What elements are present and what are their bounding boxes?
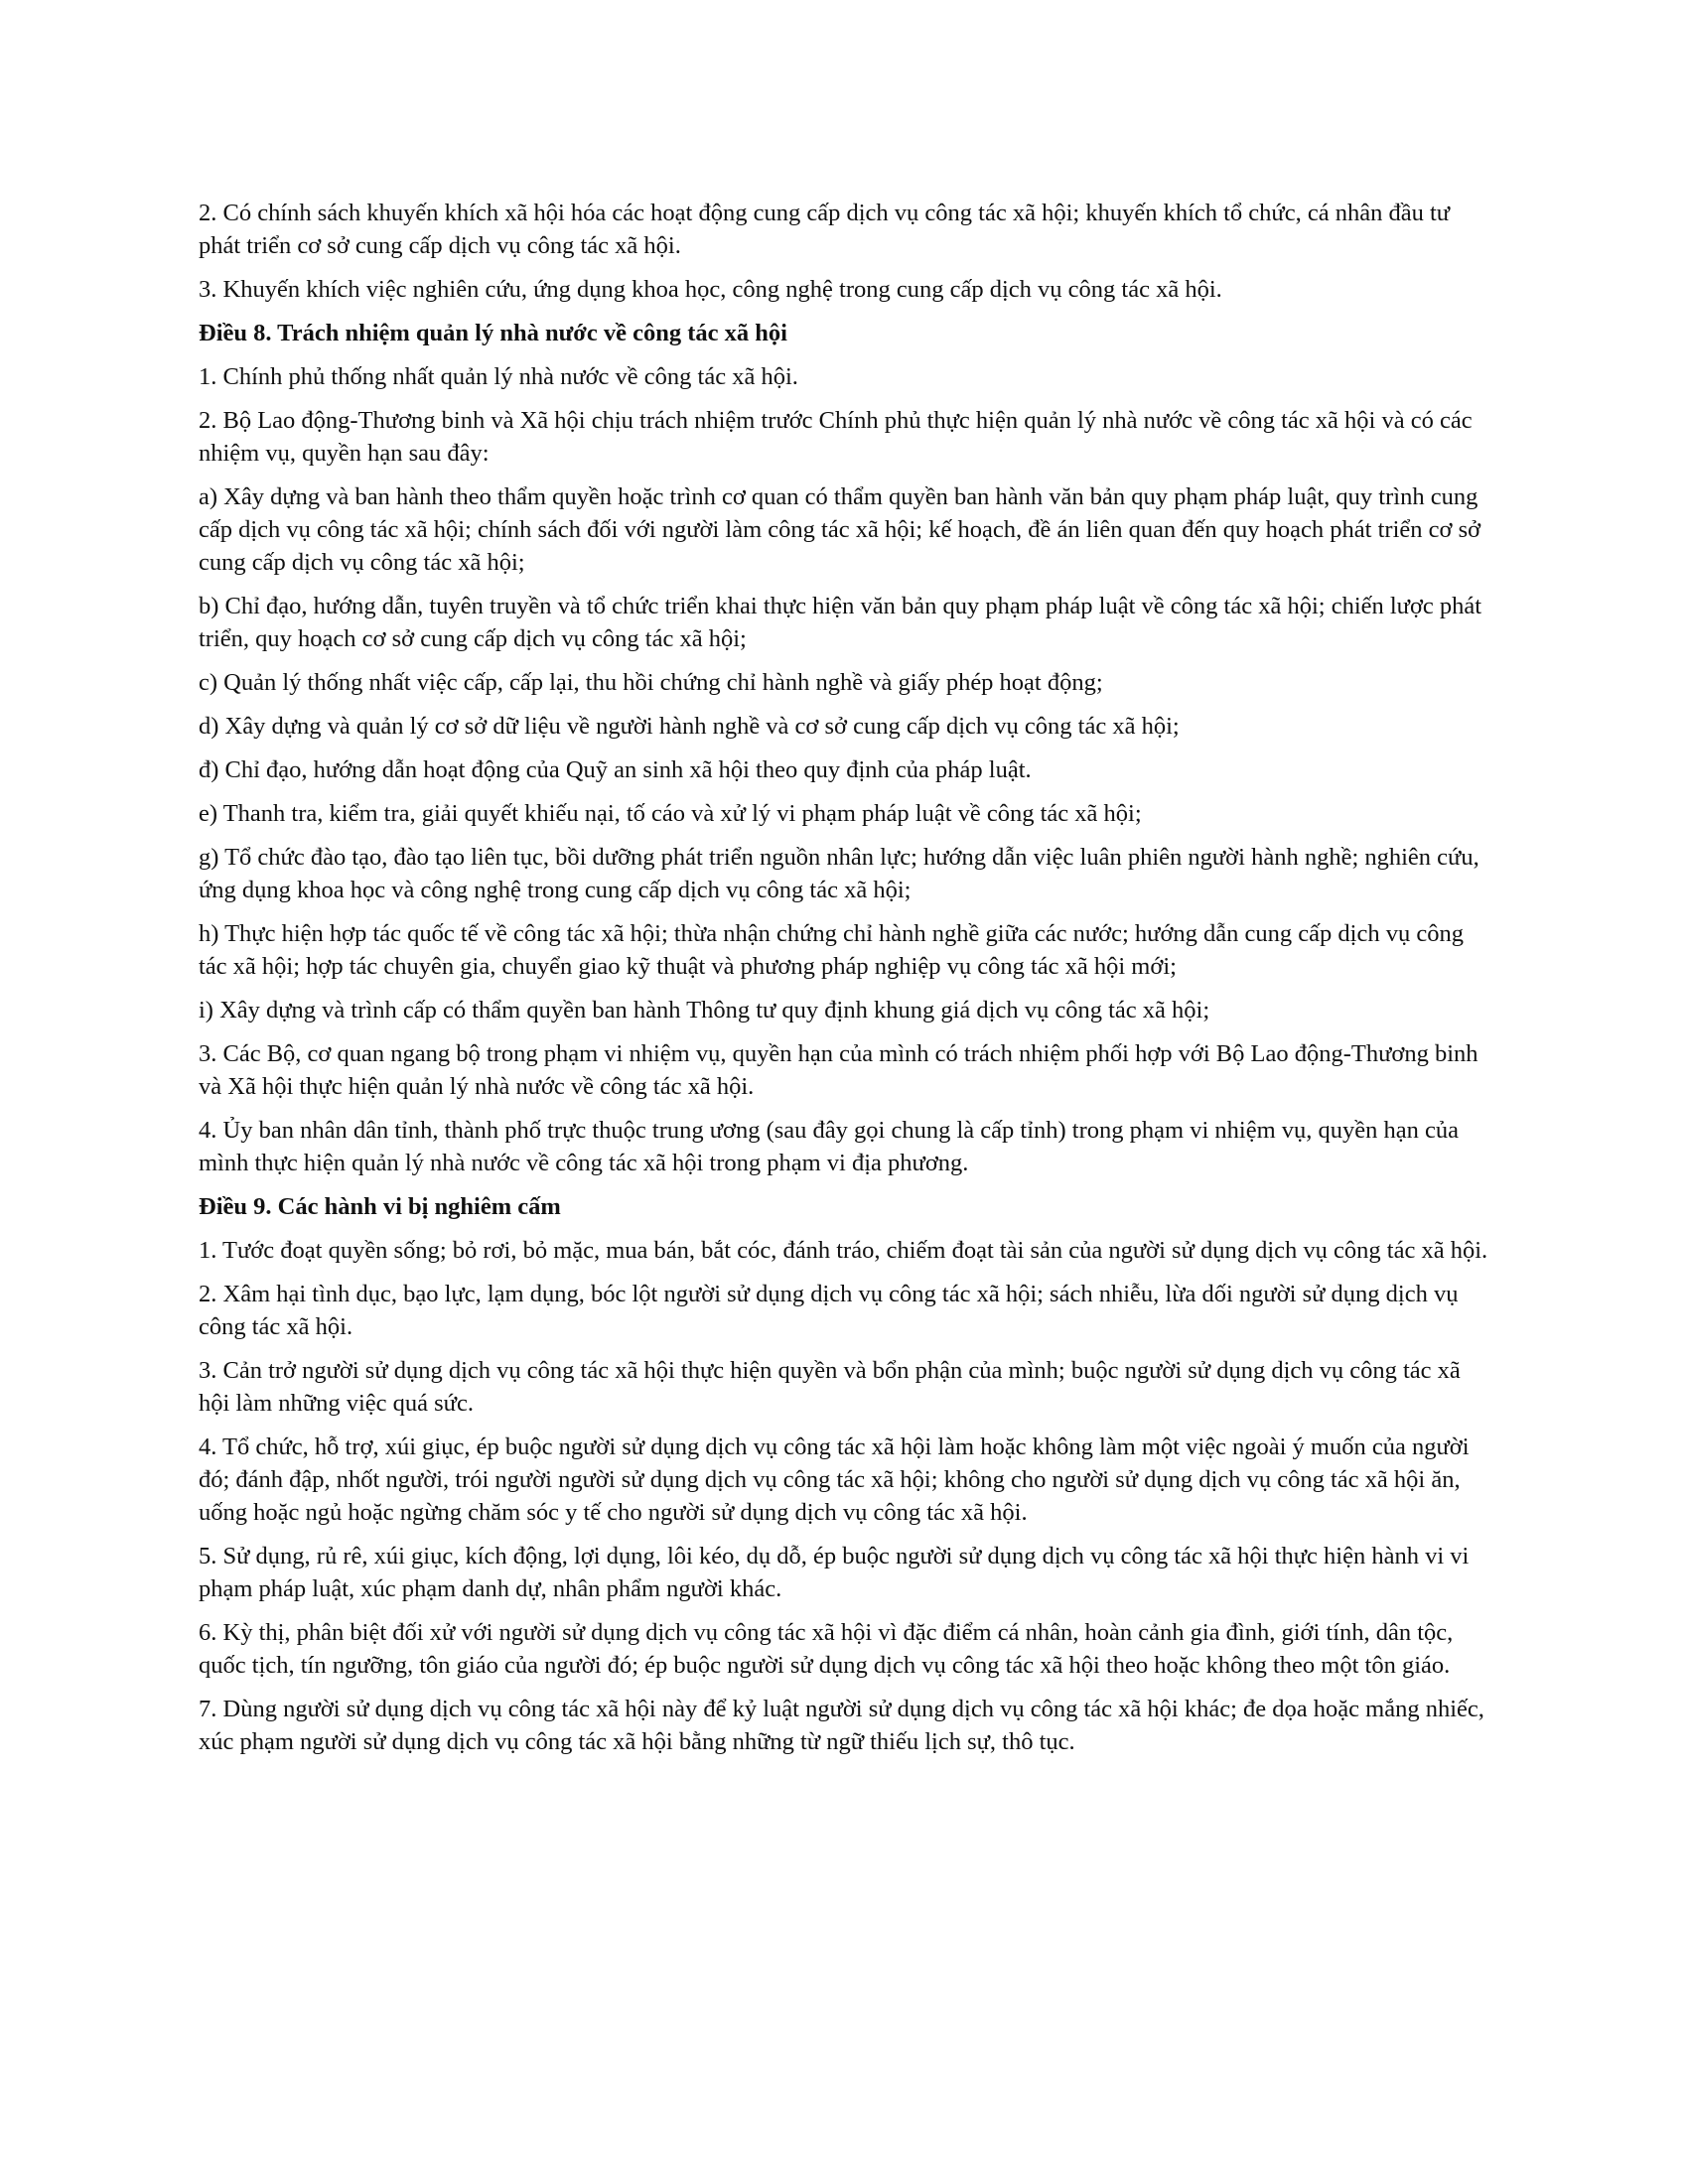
paragraph-a8-point-b: b) Chỉ đạo, hướng dẫn, tuyên truyền và tổ chức triển khai thực hiện văn bản quy phạm pháp luật về công tác xã hội; chiến lược phát triển, quy hoạch cơ sở cung cấp dịch vụ công tác xã hội; — [199, 593, 1482, 652]
paragraph-a8-point-g: g) Tổ chức đào tạo, đào tạo liên tục, bồi dưỡng phát triển nguồn nhân lực; hướng dẫn việc luân phiên người hành nghề; nghiên cứu, ứng dụng khoa học và công nghệ trong cung cấp dịch vụ công tác xã hội; — [199, 844, 1479, 903]
paragraph-a9-clause-5: 5. Sử dụng, rủ rê, xúi giục, kích động, lợi dụng, lôi kéo, dụ dỗ, ép buộc người sử dụng dịch vụ công tác xã hội thực hiện hành vi vi phạm pháp luật, xúc phạm danh dự, nhân phẩm người khác. — [199, 1543, 1470, 1602]
paragraph-a8-point-dd: đ) Chỉ đạo, hướng dẫn hoạt động của Quỹ an sinh xã hội theo quy định của pháp luật. — [199, 756, 1032, 783]
article-9-heading: Điều 9. Các hành vi bị nghiêm cấm — [199, 1193, 561, 1220]
paragraph-a9-clause-6: 6. Kỳ thị, phân biệt đối xử với người sử dụng dịch vụ công tác xã hội vì đặc điểm cá nhân, hoàn cảnh gia đình, giới tính, dân tộc, quốc tịch, tín ngưỡng, tôn giáo của người đó; ép buộc người sử dụng dịch vụ công tác xã hội theo hoặc không theo một tôn giáo. — [199, 1619, 1454, 1679]
paragraph-a9-clause-1: 1. Tước đoạt quyền sống; bỏ rơi, bỏ mặc, mua bán, bắt cóc, đánh tráo, chiếm đoạt tài sản của người sử dụng dịch vụ công tác xã hội. — [199, 1237, 1488, 1264]
paragraph-a8-clause-4: 4. Ủy ban nhân dân tỉnh, thành phố trực thuộc trung ương (sau đây gọi chung là cấp tỉnh) trong phạm vi nhiệm vụ, quyền hạn của mình thực hiện quản lý nhà nước về công tác xã hội trong phạm vi địa phương. — [199, 1117, 1459, 1176]
paragraph-a8-point-d: d) Xây dựng và quản lý cơ sở dữ liệu về người hành nghề và cơ sở cung cấp dịch vụ công tác xã hội; — [199, 713, 1180, 740]
paragraph-clause-3-research: 3. Khuyến khích việc nghiên cứu, ứng dụng khoa học, công nghệ trong cung cấp dịch vụ công tác xã hội. — [199, 276, 1222, 303]
paragraph-a8-point-e: e) Thanh tra, kiểm tra, giải quyết khiếu nại, tố cáo và xử lý vi phạm pháp luật về công tác xã hội; — [199, 800, 1142, 827]
paragraph-a9-clause-2: 2. Xâm hại tình dục, bạo lực, lạm dụng, bóc lột người sử dụng dịch vụ công tác xã hội; sách nhiễu, lừa dối người sử dụng dịch vụ công tác xã hội. — [199, 1281, 1459, 1340]
paragraph-a8-point-c: c) Quản lý thống nhất việc cấp, cấp lại, thu hồi chứng chỉ hành nghề và giấy phép hoạt động; — [199, 669, 1103, 696]
paragraph-a8-point-i: i) Xây dựng và trình cấp có thẩm quyền ban hành Thông tư quy định khung giá dịch vụ công tác xã hội; — [199, 997, 1210, 1024]
paragraph-a9-clause-7: 7. Dùng người sử dụng dịch vụ công tác xã hội này để kỷ luật người sử dụng dịch vụ công tác xã hội khác; đe dọa hoặc mắng nhiếc, xúc phạm người sử dụng dịch vụ công tác xã hội bằng những từ ngữ thiếu lịch sự, thô tục. — [199, 1696, 1484, 1755]
paragraph-a8-point-a: a) Xây dựng và ban hành theo thẩm quyền hoặc trình cơ quan có thẩm quyền ban hành văn bản quy phạm pháp luật, quy trình cung cấp dịch vụ công tác xã hội; chính sách đối với người làm công tác xã hội; kế hoạch, đề án liên quan đến quy hoạch phát triển cơ sở cung cấp dịch vụ công tác xã hội; — [199, 483, 1481, 576]
document-page — [199, 197, 1489, 1769]
paragraph-a8-clause-2: 2. Bộ Lao động-Thương binh và Xã hội chịu trách nhiệm trước Chính phủ thực hiện quản lý nhà nước về công tác xã hội và có các nhiệm vụ, quyền hạn sau đây: — [199, 407, 1473, 467]
paragraph-a8-point-h: h) Thực hiện hợp tác quốc tế về công tác xã hội; thừa nhận chứng chỉ hành nghề giữa các nước; hướng dẫn cung cấp dịch vụ công tác xã hội; hợp tác chuyên gia, chuyển giao kỹ thuật và phương pháp nghiệp vụ công tác xã hội mới; — [199, 920, 1464, 980]
paragraph-a9-clause-4: 4. Tổ chức, hỗ trợ, xúi giục, ép buộc người sử dụng dịch vụ công tác xã hội làm hoặc không làm một việc ngoài ý muốn của người đó; đánh đập, nhốt người, trói người người sử dụng dịch vụ công tác xã hội; không cho người sử dụng dịch vụ công tác xã hội ăn, uống hoặc ngủ hoặc ngừng chăm sóc y tế cho người sử dụng dịch vụ công tác xã hội. — [199, 1433, 1470, 1526]
paragraph-a8-clause-1: 1. Chính phủ thống nhất quản lý nhà nước về công tác xã hội. — [199, 363, 798, 390]
paragraph-clause-2-socialization: 2. Có chính sách khuyến khích xã hội hóa các hoạt động cung cấp dịch vụ công tác xã hội; khuyến khích tổ chức, cá nhân đầu tư phát triển cơ sở cung cấp dịch vụ công tác xã hội. — [199, 200, 1451, 259]
article-8-heading: Điều 8. Trách nhiệm quản lý nhà nước về công tác xã hội — [199, 320, 787, 346]
paragraph-a8-clause-3: 3. Các Bộ, cơ quan ngang bộ trong phạm vi nhiệm vụ, quyền hạn của mình có trách nhiệm phối hợp với Bộ Lao động-Thương binh và Xã hội thực hiện quản lý nhà nước về công tác xã hội. — [199, 1040, 1478, 1100]
paragraph-a9-clause-3: 3. Cản trở người sử dụng dịch vụ công tác xã hội thực hiện quyền và bổn phận của mình; buộc người sử dụng dịch vụ công tác xã hội làm những việc quá sức. — [199, 1357, 1461, 1417]
